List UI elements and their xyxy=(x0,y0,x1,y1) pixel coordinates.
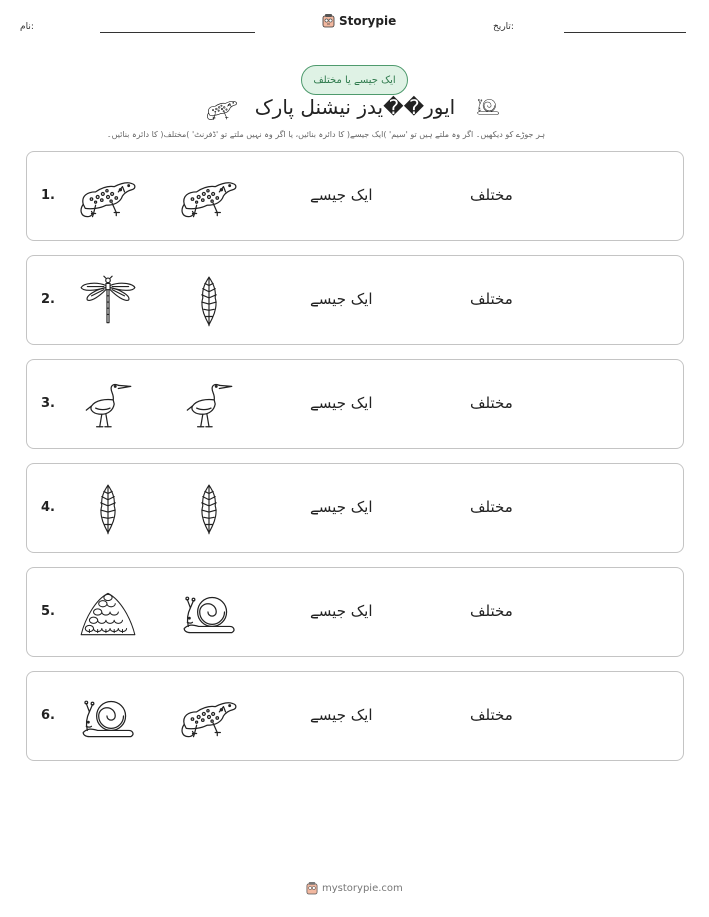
same-option[interactable]: ایک جیسے xyxy=(310,186,373,204)
different-option[interactable]: مختلف xyxy=(470,394,513,412)
footer xyxy=(306,881,403,895)
date-label: تاریخ: xyxy=(493,22,514,32)
same-option[interactable]: ایک جیسے xyxy=(310,706,373,724)
snail-image xyxy=(178,587,240,639)
heron-image xyxy=(178,379,240,431)
question-row-4 xyxy=(26,463,684,553)
lizard-image xyxy=(178,691,240,743)
question-number: 3. xyxy=(41,396,55,411)
question-number: 5. xyxy=(41,604,55,619)
storypie-logo-icon xyxy=(306,881,318,895)
brand-header xyxy=(322,13,396,28)
question-row-6 xyxy=(26,671,684,761)
storypie-logo-icon xyxy=(322,13,335,28)
lizard-image xyxy=(77,171,139,223)
question-number: 6. xyxy=(41,708,55,723)
leaf-image xyxy=(77,483,139,535)
same-option[interactable]: ایک جیسے xyxy=(310,602,373,620)
brand-name: Storypie xyxy=(339,13,397,28)
question-row-3 xyxy=(26,359,684,449)
worksheet-title: ایور��یدز نیشنل پارک xyxy=(254,95,456,119)
lizard-image xyxy=(178,171,240,223)
question-number: 2. xyxy=(41,292,55,307)
date-line[interactable] xyxy=(564,32,686,33)
name-label: نام: xyxy=(20,22,34,32)
same-option[interactable]: ایک جیسے xyxy=(310,290,373,308)
instructions: ہر جوڑے کو دیکھیں۔ اگر وہ ملتے ہیں تو 'سیم' )ایک جیسے( کا دائرہ بنائیں، یا اگر وہ نہیں ملتے تو 'ڈفرنٹ' )مختلف( کا دائرہ بنائیں۔ xyxy=(106,130,546,139)
heron-image xyxy=(77,379,139,431)
snail-icon xyxy=(474,95,502,117)
lizard-icon xyxy=(204,95,240,123)
different-option[interactable]: مختلف xyxy=(470,186,513,204)
same-option[interactable]: ایک جیسے xyxy=(310,498,373,516)
leaf-image xyxy=(178,275,240,327)
question-number: 1. xyxy=(41,188,55,203)
question-row-1 xyxy=(26,151,684,241)
different-option[interactable]: مختلف xyxy=(470,706,513,724)
footer-url[interactable]: mystorypie.com xyxy=(322,882,403,894)
question-row-2 xyxy=(26,255,684,345)
question-row-5 xyxy=(26,567,684,657)
different-option[interactable]: مختلف xyxy=(470,290,513,308)
name-line[interactable] xyxy=(100,32,255,33)
same-option[interactable]: ایک جیسے xyxy=(310,394,373,412)
question-number: 4. xyxy=(41,500,55,515)
different-option[interactable]: مختلف xyxy=(470,498,513,516)
snail-image xyxy=(77,691,139,743)
topic-pill: ایک جیسے یا مختلف xyxy=(301,65,408,95)
dragonfly-image xyxy=(77,275,139,327)
leaf-image xyxy=(178,483,240,535)
different-option[interactable]: مختلف xyxy=(470,602,513,620)
shell-pile-image xyxy=(77,587,139,639)
